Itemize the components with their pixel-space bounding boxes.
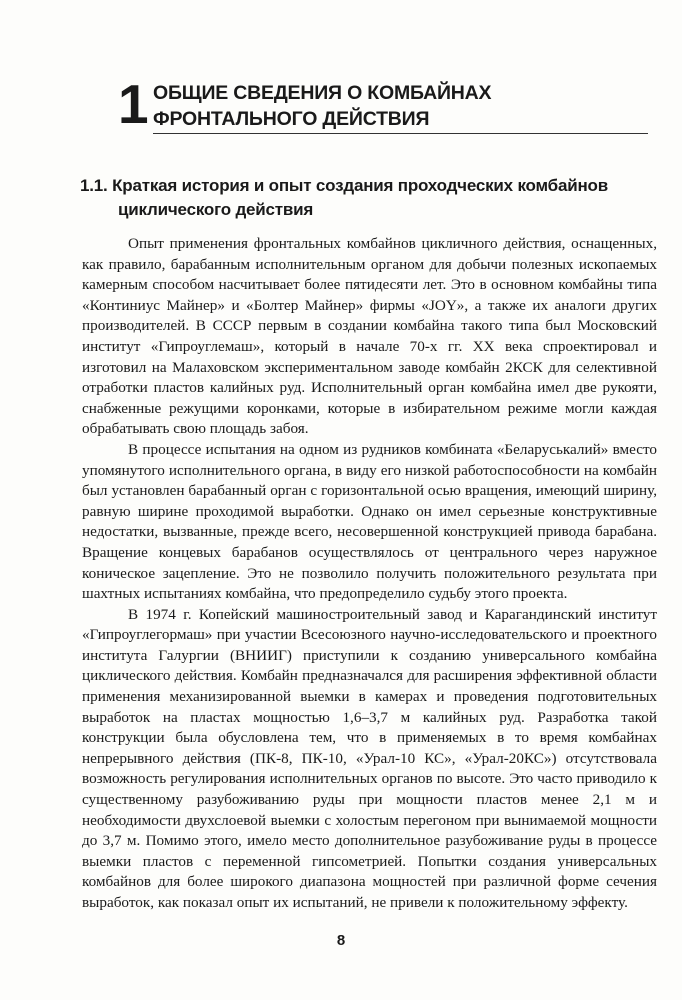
section-title-line-2: циклического действия: [118, 200, 314, 219]
chapter-title: [153, 80, 491, 132]
section-title: [80, 174, 640, 222]
body-text: [82, 234, 657, 914]
page-number: 8: [336, 932, 346, 949]
chapter-heading: [118, 73, 648, 138]
chapter-number: 1: [118, 73, 149, 135]
chapter-title-line-2: ФРОНТАЛЬНОГО ДЕЙСТВИЯ: [153, 108, 430, 130]
chapter-divider: [153, 133, 648, 134]
paragraph: Опыт применения фронтальных комбайнов цикличного действия, оснащенных, как правило, барабанным исполнительным органом для добычи полезных ископаемых камерным способом насчитывает более пятидесяти лет. Это в основном комбайны типа «Континиус Майнер» и «Болтер Майнер» фирмы «JOY», а также их аналоги других производителей. В СССР первым в создании комбайна такого типа был Московский институт «Гипроуглемаш», который в начале 70-х гг. XX века спроектировал и изготовил на Малаховском экспериментальном заводе комбайн 2КСК для селективной отработки пластов калийных руд. Исполнительный орган комбайна имел две рукояти, снабженные режущими коронками, которые в избирательном режиме могли каждая обрабатывать свою площадь забоя.: [82, 235, 657, 438]
paragraph: В процессе испытания на одном из рудников комбината «Беларуськалий» вместо упомянутого исполнительного органа, в виду его низкой работоспособности на комбайн был установлен барабанный орган с горизонтальной осью вращения, имеющий ширину, равную ширине проходимой выработки. Однако он имел серьезные конструктивные недостатки, вызванные, прежде всего, несовершенной конструкцией привода барабана. Вращение концевых барабанов осуществлялось от центрального через наружное коническое зацепление. Это не позволило получить положительного результата при шахтных испытаниях комбайна, что предопределило судьбу этого проекта.: [82, 440, 657, 603]
section-title-line-1: 1.1. Краткая история и опыт создания проходческих комбайнов: [80, 176, 608, 195]
chapter-title-line-1: ОБЩИЕ СВЕДЕНИЯ О КОМБАЙНАХ: [153, 82, 492, 104]
paragraph: В 1974 г. Копейский машиностроительный завод и Карагандинский институт «Гипроуглегормаш» при участии Всесоюзного научно-исследовательского и проектного института Галургии (ВНИИГ) приступили к созданию универсального комбайна циклического действия. Комбайн предназначался для расширения эффективной области применения механизированной выемки в камерах и проведения подготовительных выработок на пластах мощностью 1,6–3,7 м калийных руд. Разработка такой конструкции была обусловлена тем, что в применяемых в то время комбайнах непрерывного действия (ПК-8, ПК-10, «Урал-10 КС», «Урал-20КС») отсутствовала возможность регулирования исполнительных органов по высоте. Это часто приводило к существенному разубоживанию руды при мощности пластов менее 2,1 м и необходимости двухслоевой выемки с холостым перегоном при вынимаемой мощности до 3,7 м. Помимо этого, имело место дополнительное разубоживание руды в процессе выемки пластов с переменной гипсометрией. Попытки создания универсальных комбайнов для более широкого диапазона мощностей при различной форме сечения выработок, как показал опыт их испытаний, не привели к положительному эффекту.: [82, 605, 657, 911]
